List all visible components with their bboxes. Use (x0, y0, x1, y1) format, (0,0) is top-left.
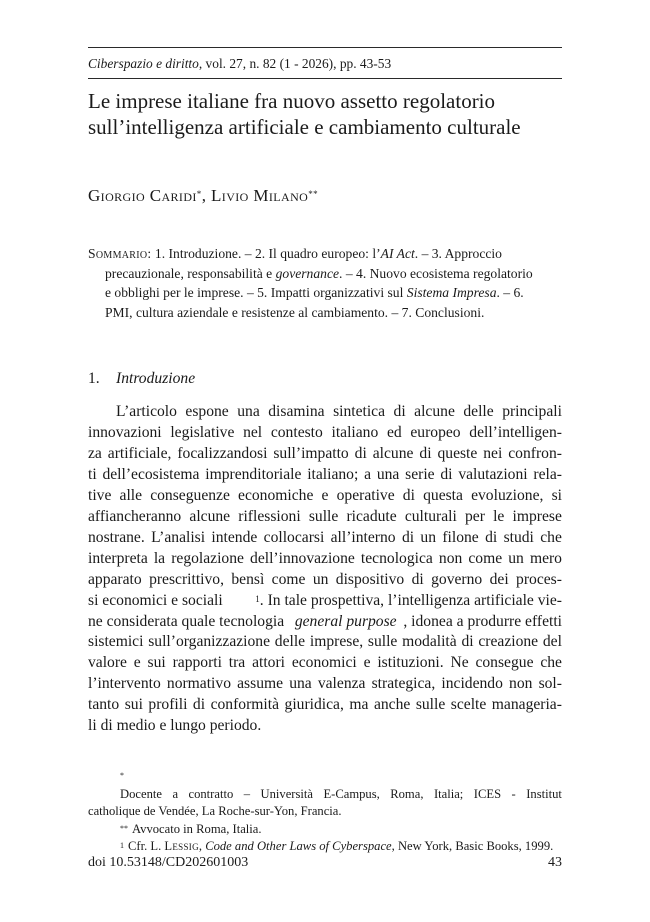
body-line (88, 653, 562, 674)
word: alcune (414, 403, 455, 420)
word: si (551, 486, 562, 504)
word: un (508, 549, 524, 567)
word: giuridica, (284, 696, 344, 714)
word: una (376, 465, 400, 483)
summary-italic: AI Act (380, 246, 415, 261)
summary-text: 1. Introduzione. – 2. Il quadro europeo: l’ (151, 246, 381, 261)
word: sull’impatto (273, 444, 349, 462)
word: sulle (415, 696, 446, 714)
word: un (312, 570, 329, 588)
word: ti (88, 465, 97, 483)
word: manageria- (491, 696, 562, 714)
footnote-3-mark: 1 (120, 841, 124, 850)
summary-line-2 (88, 264, 562, 284)
journal-details: , vol. 27, n. 82 (1 - 2026), pp. 43-53 (198, 56, 392, 71)
word: - (511, 786, 516, 801)
word: alcune (372, 444, 414, 462)
word: all’interno (330, 528, 396, 546)
summary-label: Sommario: (88, 246, 152, 261)
word: creazione (478, 633, 539, 651)
title-line-1: Le imprese italiane fra nuovo assetto regolatorio (88, 89, 496, 113)
word: di (192, 696, 206, 714)
word: tra (228, 654, 246, 672)
word: consegue (475, 654, 534, 672)
word: come (468, 549, 503, 567)
body-line (88, 674, 562, 695)
word: confron- (508, 444, 562, 462)
title-line-2: sull’intelligenza artificiale e cambiamento culturale (88, 115, 521, 139)
body-line (88, 444, 562, 465)
word: tecnologica (360, 549, 433, 567)
author-separator: , (201, 186, 212, 205)
body-line (88, 612, 562, 633)
word: interpreta (88, 549, 148, 567)
word: a (364, 465, 372, 483)
word: studi (503, 528, 534, 546)
footnote-1-text (120, 786, 562, 804)
word: nel (243, 423, 263, 441)
word: queste (437, 444, 478, 462)
word: ICES (473, 786, 502, 801)
body-italic: general purpose (294, 612, 397, 630)
word: legislative (170, 423, 235, 441)
word: Docente (120, 786, 162, 801)
body-line (88, 423, 562, 444)
word: tive (88, 486, 112, 504)
word: L’analisi (151, 528, 206, 546)
word: focalizzandosi (177, 444, 268, 462)
word: delle (463, 403, 494, 420)
word: sulle (308, 507, 339, 525)
footnote-3-publisher: , New York, Basic Books, 1999. (391, 839, 554, 853)
summary-text: . – 4. Nuovo ecosistema regolatorio (339, 265, 533, 281)
word: governo (431, 570, 483, 588)
body-line (88, 549, 562, 570)
footnote-3-book-title: Code and Other Laws of Cyberspace (205, 839, 392, 853)
word: dell’ecosistema (102, 465, 200, 483)
word: operative (336, 486, 395, 504)
body-text: ne considerata quale tecnologia (88, 612, 289, 630)
body-paragraph (88, 402, 562, 737)
word: contesto (270, 423, 323, 441)
word: ma (349, 696, 369, 714)
footnote-3 (88, 838, 562, 856)
word: non (438, 549, 463, 567)
word: conseguenze (150, 486, 230, 504)
word: anche (373, 696, 411, 714)
author-2-footnote-mark[interactable]: ** (308, 189, 319, 199)
section-heading (88, 369, 562, 389)
word: valore (88, 654, 127, 672)
journal-name: Ciberspazio e diritto (88, 56, 199, 71)
word: profili (148, 696, 188, 714)
word: proces- (516, 570, 562, 588)
word: sui (124, 696, 143, 714)
word: di (402, 486, 415, 504)
body-line (88, 591, 562, 612)
word: di (461, 633, 474, 651)
word: E-Campus, (323, 786, 380, 801)
word: regolazione (171, 549, 244, 567)
word: Institut (526, 786, 562, 801)
summary-text: e obblighi per le imprese. – 5. Impatti organizzativi sul (105, 285, 407, 300)
word: serie (405, 465, 435, 483)
word: bensì (231, 570, 265, 588)
summary-block (88, 244, 562, 322)
body-line (88, 528, 562, 549)
body-line (88, 632, 562, 653)
word: nei (483, 444, 503, 462)
word: l’intervento (88, 675, 161, 693)
word: sulle (367, 633, 398, 651)
word: collocarsi (263, 528, 325, 546)
word: imprenditoriale (205, 465, 302, 483)
summary-italic: governance (275, 265, 340, 281)
author-1-footnote-mark[interactable]: * (196, 189, 202, 199)
footnote-ref-1[interactable]: 1 (255, 593, 260, 604)
word: e (321, 486, 329, 504)
word: dei (489, 570, 509, 588)
word: scelte (450, 696, 487, 714)
word: un (420, 528, 437, 546)
word: italiano; (307, 465, 359, 483)
word: le (493, 507, 505, 525)
body-text: . In tale prospettiva, l’intelligenza artificiale vie- (259, 591, 562, 609)
word: espone (185, 403, 229, 420)
word: sui (147, 654, 166, 672)
word: che (540, 528, 562, 546)
word: intende (211, 528, 258, 546)
word: affiancheranno (88, 507, 182, 525)
page-number: 43 (548, 855, 562, 870)
word: valutazioni (458, 465, 528, 483)
word: conformità (210, 696, 279, 714)
word: del (542, 633, 562, 651)
word: Ne (450, 654, 469, 672)
word: alle (119, 486, 143, 504)
footnote-2-text: Avvocato in Roma, Italia. (132, 821, 262, 836)
word: di (354, 444, 367, 462)
word: di (393, 403, 406, 420)
footnote-1-continuation: catholique de Vendée, La Roche-sur-Yon, Francia. (88, 804, 342, 818)
word: rela- (533, 465, 562, 483)
word: dell’innovazione (250, 549, 355, 567)
word: a (172, 786, 179, 801)
word: rapporti (172, 654, 222, 672)
word: valenza (317, 675, 366, 693)
summary-text: precauzionale, responsabilità e (105, 265, 276, 281)
word: L’articolo (116, 403, 177, 420)
body-line (88, 486, 562, 507)
word: modalità (402, 633, 457, 651)
word: sull’organizzazione (148, 633, 271, 651)
doi-link[interactable]: doi 10.53148/CD202601003 (88, 855, 249, 870)
footnote-3-separator: , (198, 839, 206, 853)
summary-text: . – 3. Approccio (414, 246, 502, 261)
page-footer (88, 854, 562, 872)
author-list (88, 185, 562, 207)
section-title: Introduzione (116, 370, 196, 387)
word: di (485, 528, 498, 546)
footnote-3-text: Cfr. L. (128, 839, 165, 853)
word: economiche (238, 486, 314, 504)
word: dispositivo (335, 570, 405, 588)
body-line (88, 716, 562, 737)
word: Roma, (390, 786, 424, 801)
summary-line-3 (88, 283, 562, 303)
word: alcune (189, 507, 231, 525)
body-line (88, 465, 562, 486)
word: za (88, 444, 102, 462)
footnote-1-mark: * (120, 771, 124, 780)
body-text: li di medio e lungo periodo. (88, 717, 262, 735)
word: principali (502, 403, 562, 420)
footnote-2 (88, 821, 562, 839)
word: sintetica (333, 403, 386, 420)
word: imprese (512, 507, 562, 525)
author-2: Livio Milano (211, 186, 309, 205)
word: delle (274, 633, 306, 651)
word: strategica, (371, 675, 436, 693)
author-1: Giorgio Caridi (88, 186, 197, 205)
word: riflessioni (238, 507, 301, 525)
journal-citation (88, 56, 562, 72)
word: e (133, 654, 141, 672)
word: una (289, 675, 312, 693)
footnote-3-author: Lessig (164, 839, 199, 853)
body-line (88, 507, 562, 528)
word: innovazioni (88, 423, 162, 441)
header-bottom-rule (88, 78, 562, 79)
word: ricadute (346, 507, 397, 525)
word: attori (252, 654, 285, 672)
word: assume (237, 675, 284, 693)
word: – (243, 786, 251, 801)
word: artificiale, (107, 444, 172, 462)
section-number: 1. (88, 370, 100, 387)
footnote-1 (88, 768, 562, 803)
word: economici (291, 654, 357, 672)
word: filone (442, 528, 479, 546)
footnote-2-mark: ** (120, 823, 128, 833)
body-text: , idonea a produrre effetti (403, 612, 562, 630)
article-title (88, 88, 562, 140)
footnotes (88, 768, 562, 856)
word: imprese, (309, 633, 364, 651)
word: culturali (404, 507, 457, 525)
word: nostrane. (88, 528, 145, 546)
word: di (401, 528, 415, 546)
word: come (271, 570, 306, 588)
word: ed (386, 423, 402, 441)
word: di (411, 570, 424, 588)
word: per (464, 507, 485, 525)
word: incidendo (441, 675, 503, 693)
word: tanto (88, 696, 120, 714)
body-line (88, 570, 562, 591)
word: apparato (88, 570, 142, 588)
word: Università (260, 786, 313, 801)
word: disamina (268, 403, 325, 420)
word: istituzioni. (377, 654, 444, 672)
summary-line-1 (88, 244, 562, 264)
word: normativo (166, 675, 231, 693)
word: sistemici (88, 633, 144, 651)
header-top-rule (88, 47, 562, 48)
body-line (88, 402, 562, 423)
word: sol- (538, 675, 562, 693)
word: questa (423, 486, 463, 504)
word: di (419, 444, 432, 462)
word: Italia; (433, 786, 464, 801)
word: dell’intelligen- (469, 423, 562, 441)
word: non (509, 675, 533, 693)
word: che (540, 654, 562, 672)
word: italiano (331, 423, 379, 441)
word: contratto (188, 786, 234, 801)
word: prescrittivo, (149, 570, 224, 588)
word: una (237, 403, 260, 420)
summary-italic: Sistema Impresa (406, 285, 497, 300)
summary-text: . – 6. (496, 285, 524, 300)
word: di (440, 465, 453, 483)
word: e (363, 654, 371, 672)
summary-line-4: PMI, cultura aziendale e resistenze al cambiamento. – 7. Conclusioni. (105, 304, 485, 320)
body-text: si economici e sociali (88, 591, 223, 609)
word: europeo (410, 423, 461, 441)
word: evoluzione, (471, 486, 544, 504)
word: la (153, 549, 166, 567)
body-line (88, 695, 562, 716)
word: mero (529, 549, 562, 567)
